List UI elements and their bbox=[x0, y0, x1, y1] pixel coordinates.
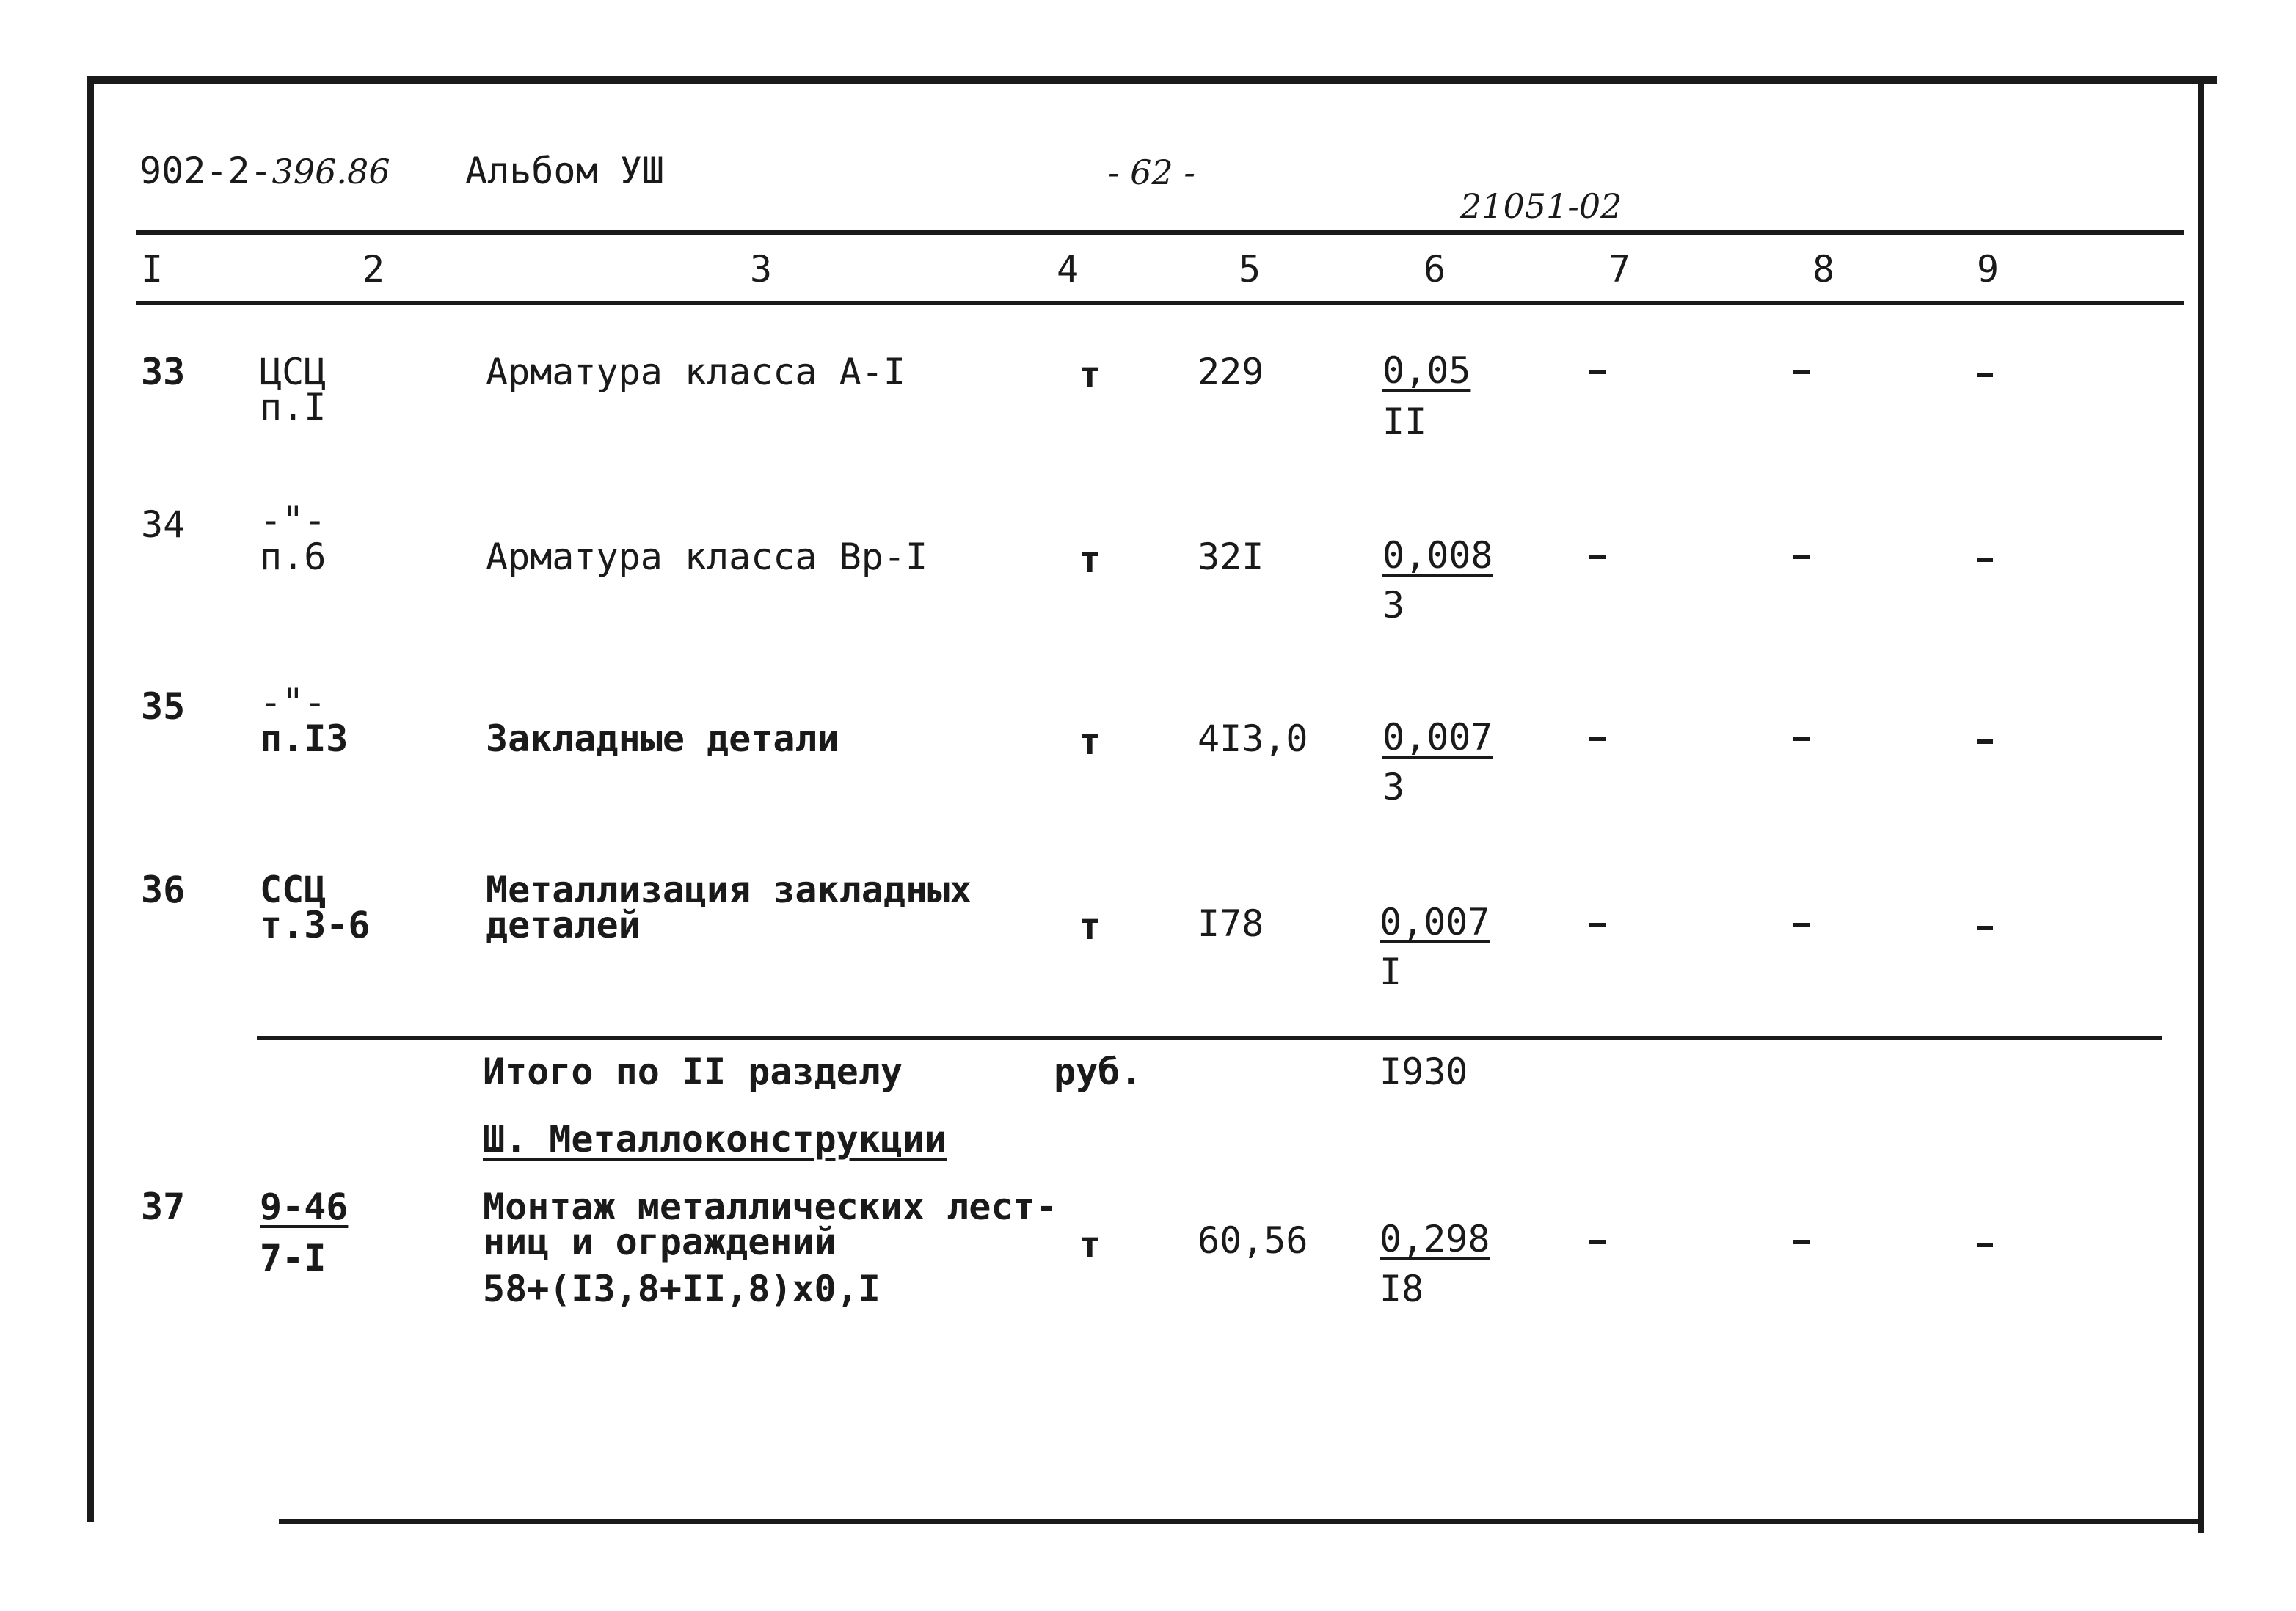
row-dash-col7 bbox=[1589, 370, 1606, 374]
row-number: 37 bbox=[141, 1186, 186, 1228]
row-name-line1: Металлизация закладных bbox=[486, 869, 972, 911]
row-name-line1: Закладные детали bbox=[486, 717, 839, 760]
row-dash-col8 bbox=[1793, 737, 1810, 741]
row-name-line1: Монтаж металлических лест- bbox=[483, 1186, 1057, 1228]
row-value-numerator: 0,008 bbox=[1382, 534, 1493, 577]
document-code bbox=[139, 150, 390, 192]
row-quantity: 229 bbox=[1198, 351, 1264, 393]
row-dash-col9 bbox=[1977, 739, 1993, 744]
column-header-6: 6 bbox=[1424, 248, 1446, 291]
page-number: - 62 - bbox=[1108, 153, 1195, 192]
row-quantity: 4I3,0 bbox=[1198, 717, 1308, 760]
row-dash-col8 bbox=[1793, 370, 1810, 374]
row-name-line1: Арматура класса Вр-I bbox=[486, 536, 928, 578]
row-code-line2: п.6 bbox=[260, 536, 327, 578]
row-code-line2: п.I3 bbox=[260, 717, 349, 760]
row-code-line1: ССЦ bbox=[260, 869, 327, 911]
subtotal-label: Итого по II разделу bbox=[483, 1051, 903, 1093]
row-value-denominator: 3 bbox=[1382, 766, 1405, 808]
column-header-2: 2 bbox=[362, 248, 385, 291]
subtotal-unit: руб. bbox=[1054, 1051, 1142, 1093]
frame-top-border bbox=[90, 76, 2217, 84]
row-value-denominator: I8 bbox=[1380, 1268, 1424, 1310]
row-dash-col8 bbox=[1793, 1240, 1810, 1244]
row-number: 34 bbox=[141, 503, 186, 546]
row-quantity: 60,56 bbox=[1198, 1219, 1308, 1262]
frame-right-border bbox=[2198, 81, 2204, 1533]
column-header-4: 4 bbox=[1057, 248, 1079, 291]
row-dash-col9 bbox=[1977, 926, 1993, 930]
row-code-line2: п.I bbox=[260, 386, 327, 428]
frame-bottom-border bbox=[279, 1519, 2204, 1524]
row-value-denominator: II bbox=[1382, 401, 1427, 443]
album-label: Альбом УШ bbox=[465, 150, 664, 192]
row-value-numerator: 0,007 bbox=[1380, 901, 1490, 943]
subtotal-value: I930 bbox=[1380, 1051, 1468, 1093]
row-code-denominator: 7-I bbox=[260, 1237, 327, 1279]
row-value-numerator: 0,05 bbox=[1382, 349, 1471, 392]
column-header-9: 9 bbox=[1977, 248, 2000, 291]
row-code-line1: -"- bbox=[260, 499, 327, 541]
column-header-1: I bbox=[141, 248, 164, 291]
row-unit: т bbox=[1079, 720, 1101, 763]
row-dash-col9 bbox=[1977, 1243, 1993, 1247]
row-dash-col7 bbox=[1589, 923, 1606, 927]
subtotal-rule bbox=[257, 1036, 2162, 1040]
row-dash-col8 bbox=[1793, 555, 1810, 559]
row-code-line1: -"- bbox=[260, 681, 327, 723]
row-dash-col7 bbox=[1589, 1240, 1606, 1244]
row-name-line3: 58+(I3,8+II,8)x0,I bbox=[483, 1268, 881, 1310]
column-header-7: 7 bbox=[1608, 248, 1631, 291]
header-rule-top bbox=[136, 230, 2184, 235]
document-code-prefix: 902-2- bbox=[139, 150, 272, 192]
row-number: 36 bbox=[141, 869, 186, 911]
document-code-handwritten: 396.86 bbox=[271, 152, 390, 191]
row-number: 35 bbox=[141, 685, 186, 728]
frame-left-border bbox=[87, 76, 94, 1522]
column-header-5: 5 bbox=[1239, 248, 1261, 291]
row-value-denominator: 3 bbox=[1382, 584, 1405, 626]
row-unit: т bbox=[1079, 1224, 1101, 1266]
row-dash-col9 bbox=[1977, 373, 1993, 377]
row-code-numerator: 9-46 bbox=[260, 1186, 349, 1228]
row-code-line1: ЦСЦ bbox=[260, 351, 327, 393]
row-code-line2: т.3-6 bbox=[260, 904, 371, 946]
row-quantity: I78 bbox=[1198, 902, 1264, 945]
column-header-8: 8 bbox=[1812, 248, 1835, 291]
row-dash-col8 bbox=[1793, 923, 1810, 927]
section-title: Ш. Металлоконструкции bbox=[483, 1118, 947, 1161]
row-name-line1: Арматура класса А-I bbox=[486, 351, 905, 393]
row-dash-col7 bbox=[1589, 555, 1606, 559]
row-dash-col7 bbox=[1589, 737, 1606, 741]
row-value-denominator: I bbox=[1380, 951, 1402, 993]
doc-number: 21051-02 bbox=[1460, 186, 1622, 226]
row-unit: т bbox=[1079, 538, 1101, 581]
row-name-line2: деталей bbox=[486, 904, 641, 946]
row-name-line2: ниц и ограждений bbox=[483, 1221, 837, 1263]
row-value-numerator: 0,007 bbox=[1382, 716, 1493, 759]
header-rule-bottom bbox=[136, 301, 2184, 305]
column-header-3: 3 bbox=[750, 248, 773, 291]
row-quantity: 32I bbox=[1198, 536, 1264, 578]
row-unit: т bbox=[1079, 905, 1101, 948]
row-dash-col9 bbox=[1977, 558, 1993, 562]
row-number: 33 bbox=[141, 351, 186, 393]
row-unit: т bbox=[1079, 354, 1101, 396]
row-value-numerator: 0,298 bbox=[1380, 1218, 1490, 1260]
